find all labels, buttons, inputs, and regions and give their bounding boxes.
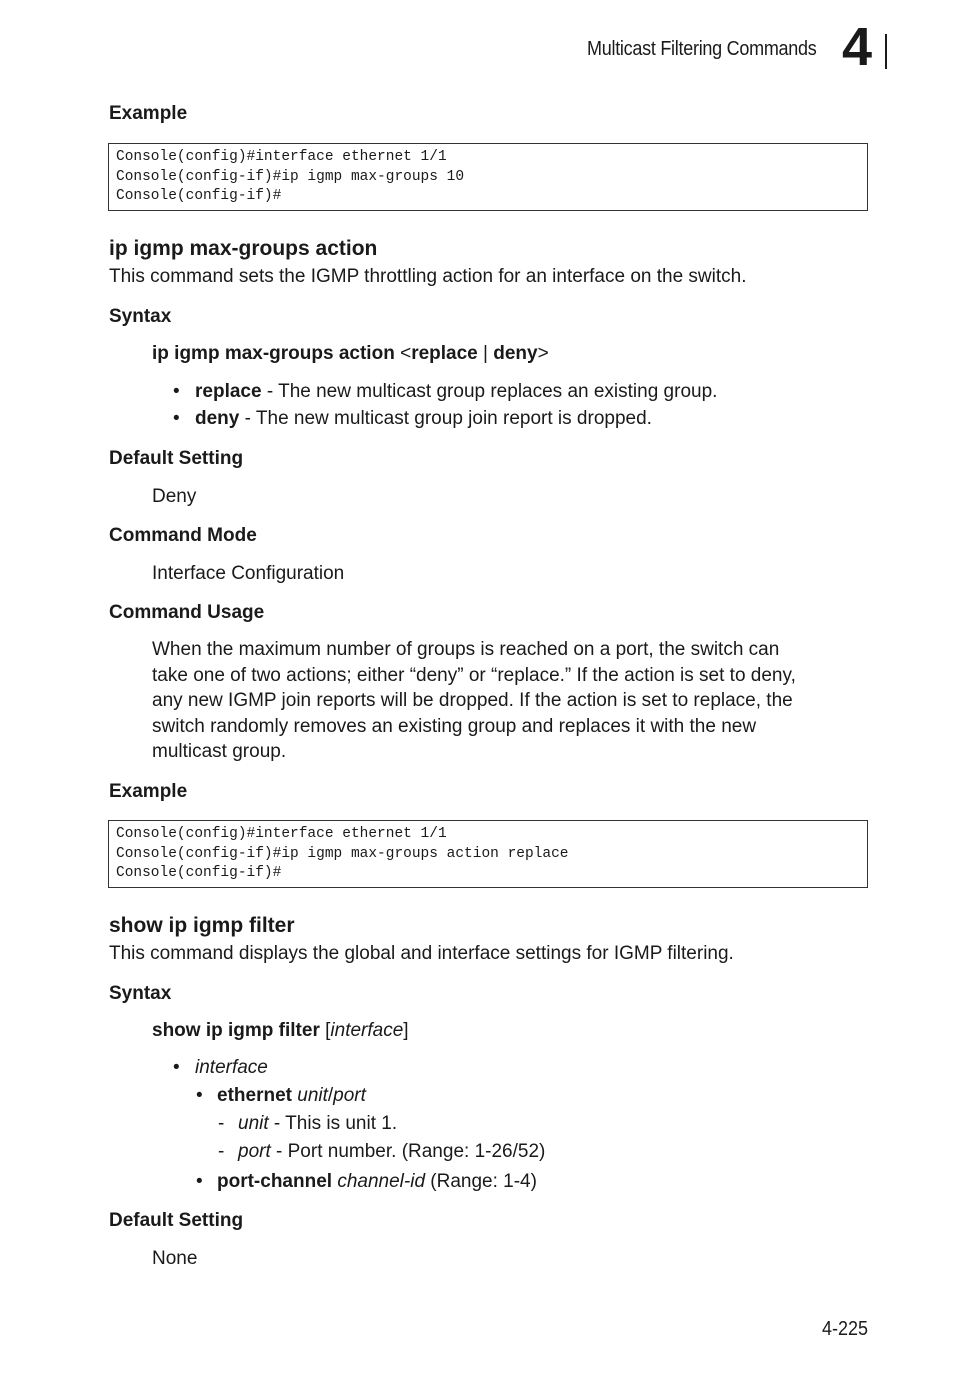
code-line: Console(config-if)#ip igmp max-groups 10 <box>116 168 465 185</box>
code-line: Console(config-if)#ip igmp max-groups action replace <box>116 845 569 862</box>
bullet-glyph: • <box>173 408 180 429</box>
list-item: unit - This is unit 1. <box>238 1113 398 1134</box>
syntax-heading: Syntax <box>109 983 172 1004</box>
running-header-title: Multicast Filtering Commands <box>587 38 817 60</box>
dash-glyph: - <box>218 1113 225 1134</box>
command-description: This command displays the global and interface settings for IGMP filtering. <box>109 943 734 964</box>
command-mode-heading: Command Mode <box>109 525 257 546</box>
syntax-heading: Syntax <box>109 306 172 327</box>
default-setting-value: Deny <box>152 486 197 507</box>
command-title: show ip igmp filter <box>109 914 295 937</box>
bullet-glyph: • <box>196 1171 203 1192</box>
command-title: ip igmp max-groups action <box>109 237 378 260</box>
default-setting-heading: Default Setting <box>109 1210 244 1231</box>
code-example-box <box>108 143 868 211</box>
code-example-box <box>108 820 868 888</box>
bullet-glyph: • <box>173 1057 180 1078</box>
bullet-glyph: • <box>173 381 180 402</box>
list-item: deny - The new multicast group join report is dropped. <box>195 408 652 429</box>
syntax-command: ip igmp max-groups action <box>152 343 395 364</box>
list-item: ethernet unit/port <box>217 1085 366 1106</box>
dash-glyph: - <box>218 1141 225 1162</box>
example-heading: Example <box>109 781 188 802</box>
list-item: port - Port number. (Range: 1-26/52) <box>238 1141 546 1162</box>
command-mode-value: Interface Configuration <box>152 563 345 584</box>
list-item: port-channel channel-id (Range: 1-4) <box>217 1171 537 1192</box>
default-setting-value: None <box>152 1248 198 1269</box>
bullet-glyph: • <box>196 1085 203 1106</box>
code-line: Console(config-if)# <box>116 865 282 882</box>
code-line: Console(config)#interface ethernet 1/1 <box>116 149 447 165</box>
command-usage-heading: Command Usage <box>109 602 265 623</box>
code-line: Console(config-if)# <box>116 188 282 205</box>
default-setting-heading: Default Setting <box>109 448 244 469</box>
syntax-command: show ip igmp filter <box>152 1020 320 1041</box>
list-item: replace - The new multicast group replaces an existing group. <box>195 381 718 402</box>
chapter-number: 4 <box>842 17 873 77</box>
page-number: 4-225 <box>822 1318 869 1340</box>
syntax-line: show ip igmp filter [interface] <box>152 1020 409 1041</box>
command-usage-paragraph: When the maximum number of groups is reached on a port, the switch can take one of two actions; either “deny” or “replace.” If the action is set to deny, any new IGMP join reports will be dropped. If the action is set to replace, the switch randomly removes an existing group and replaces it with the new multicast group. <box>152 639 796 762</box>
command-description: This command sets the IGMP throttling action for an interface on the switch. <box>109 266 747 287</box>
list-item: interface <box>195 1057 268 1078</box>
code-line: Console(config)#interface ethernet 1/1 <box>116 826 447 842</box>
example-heading: Example <box>109 103 188 124</box>
chapter-divider <box>885 34 887 69</box>
syntax-line: ip igmp max-groups action <replace | deny> <box>152 343 549 364</box>
